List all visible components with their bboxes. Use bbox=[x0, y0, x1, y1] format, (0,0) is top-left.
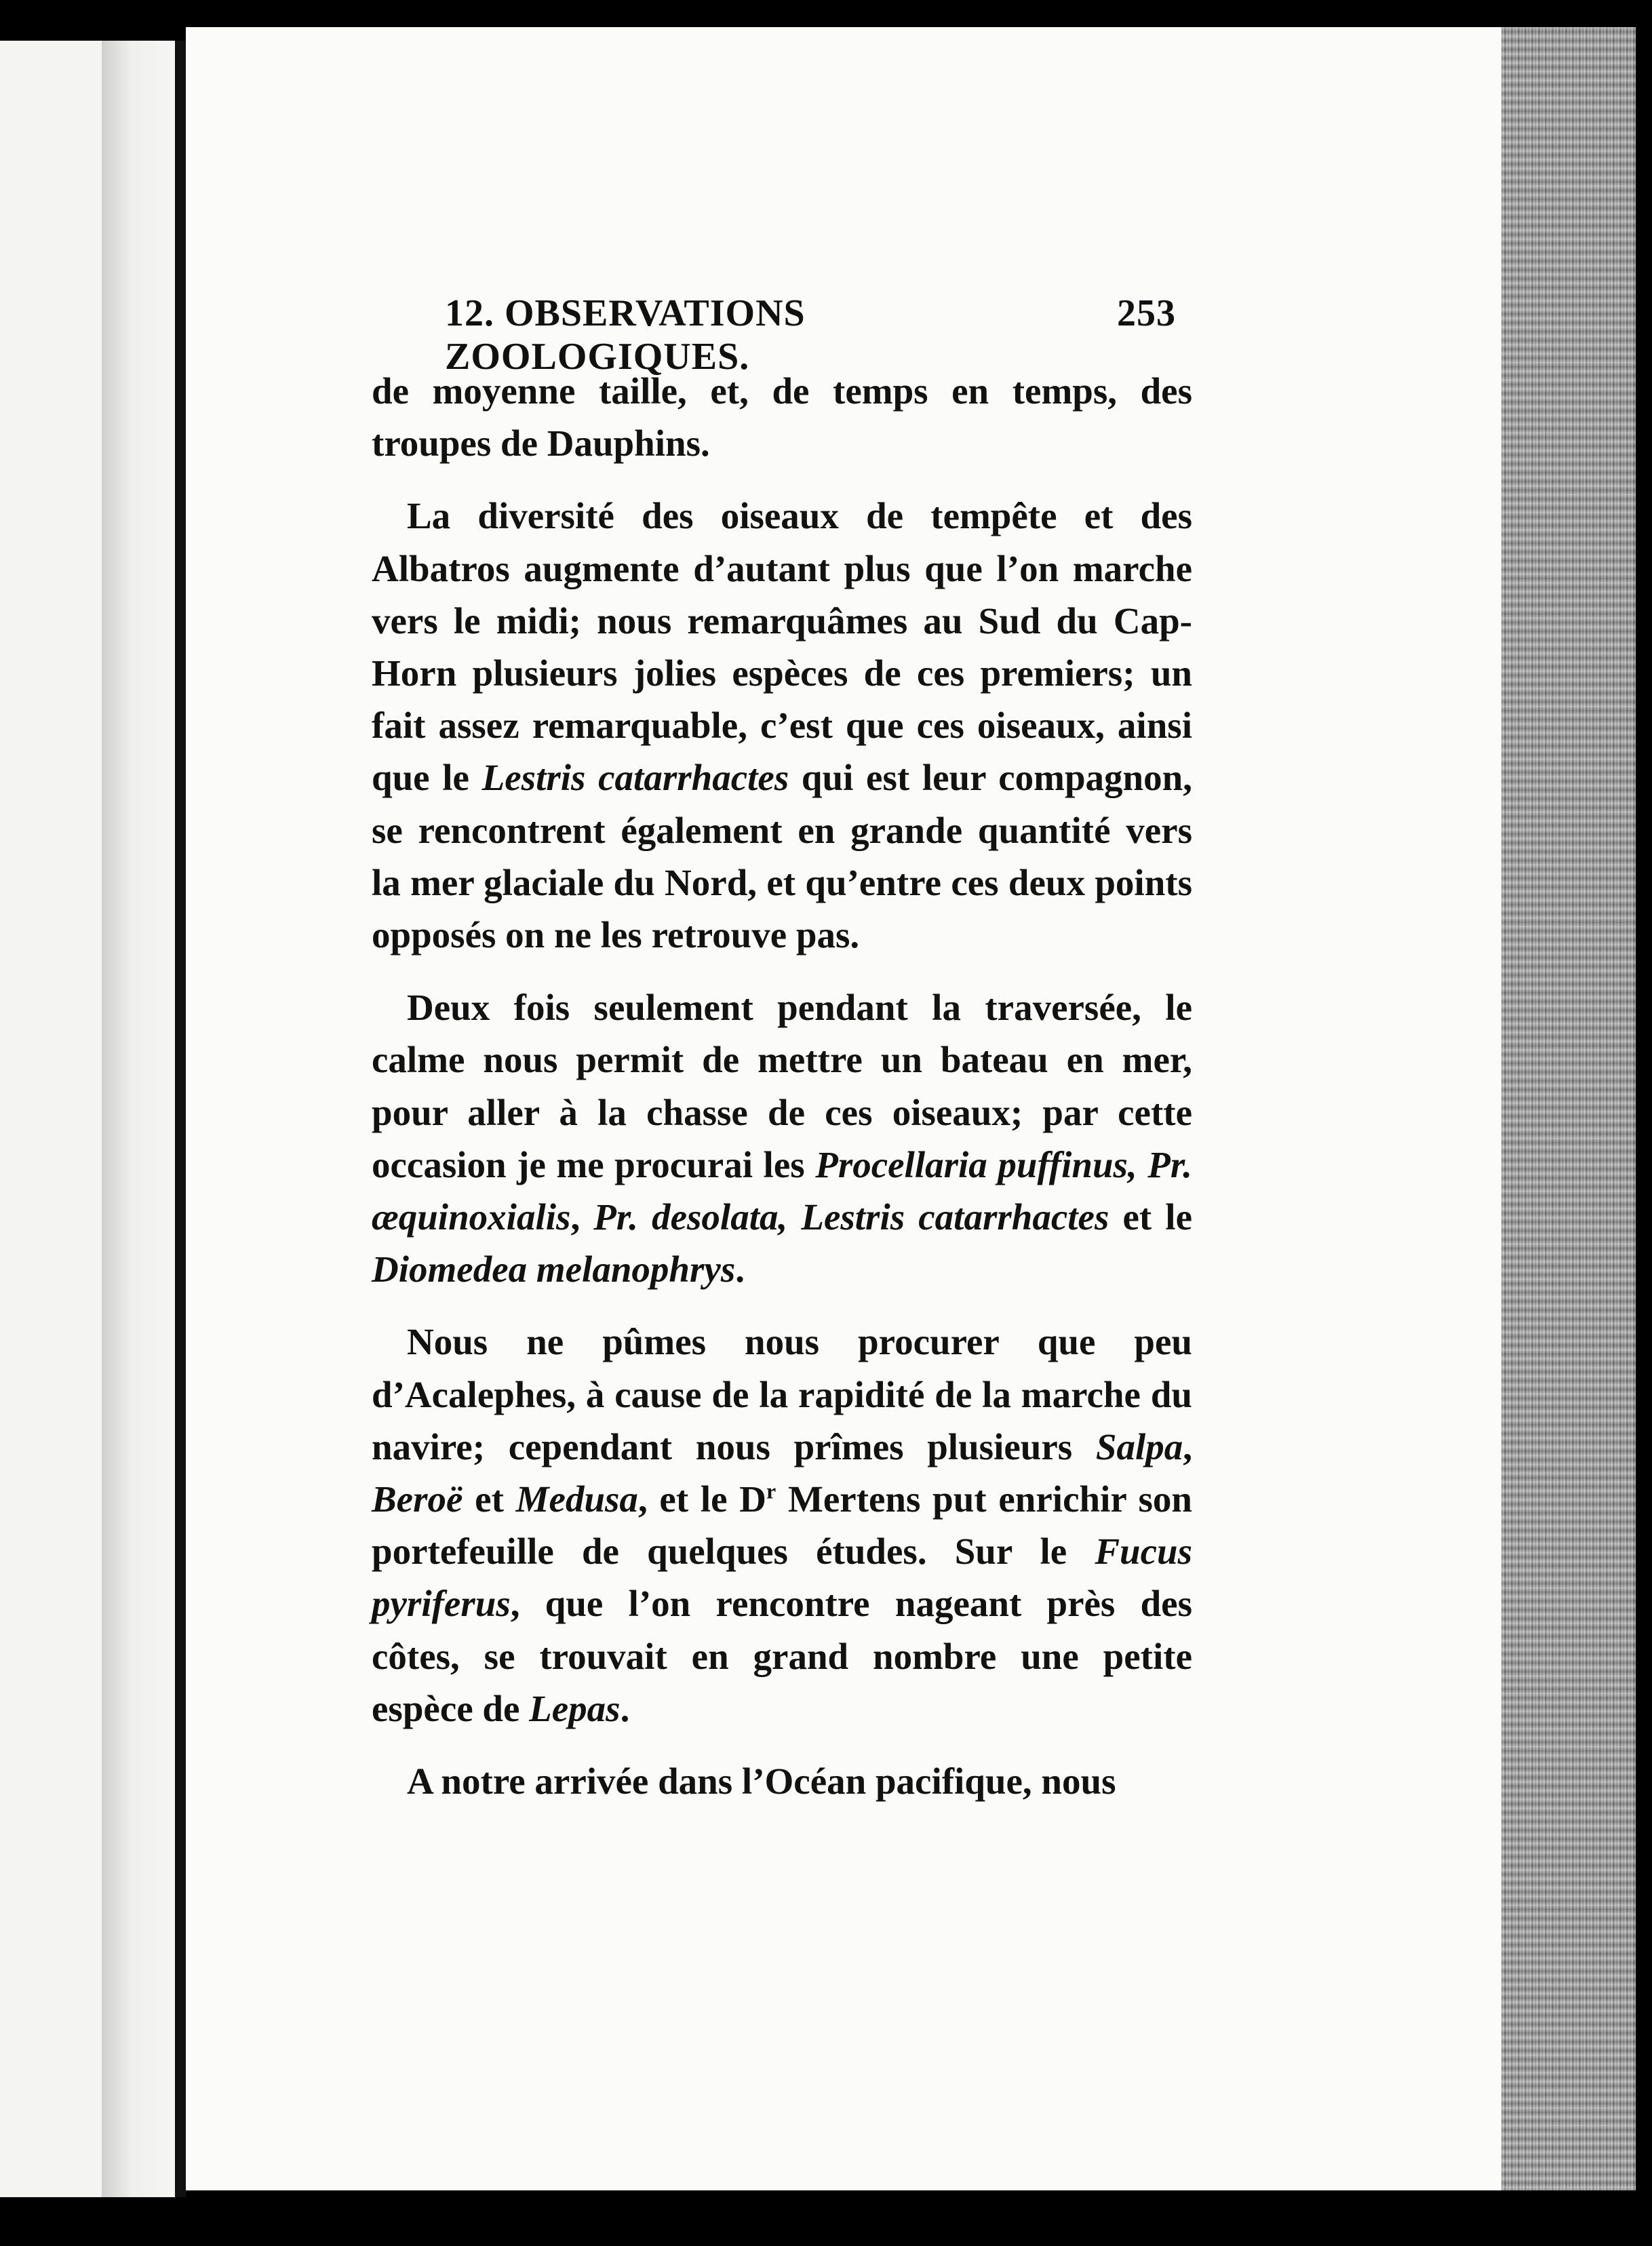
previous-page-shadow bbox=[102, 41, 175, 2197]
text-run: , bbox=[570, 1196, 594, 1238]
text-run: , et le D bbox=[637, 1478, 767, 1520]
italic-term: Salpa bbox=[1095, 1425, 1183, 1467]
fore-edge-texture bbox=[1501, 27, 1636, 2190]
italic-term: Fucus pyriferus bbox=[372, 1531, 1192, 1625]
text-run: La diversité des oiseaux de tempête et des Albatros augmente d’autant plus que l’on marche vers le midi; nous remarquâmes au Sud du Cap-Horn plusieurs jolies espèces de ces premiers; un fait assez remarquable, c’est que ces oiseaux, ainsi que le bbox=[372, 495, 1192, 799]
text-run: Mertens put enrichir son portefeuille de quelques études. Sur le bbox=[372, 1478, 1192, 1573]
text-run: Nous ne pûmes nous procurer que peu d’Acalephes, à cause de la rapidité de la marche du navire; cependant nous prîmes plusieurs bbox=[372, 1321, 1192, 1467]
running-head bbox=[445, 292, 1176, 378]
paragraph bbox=[372, 365, 1192, 469]
text-run: r bbox=[766, 1478, 776, 1503]
text-run: , bbox=[1183, 1425, 1192, 1467]
chapter-title: 12. OBSERVATIONS ZOOLOGIQUES. bbox=[445, 292, 806, 378]
paragraph bbox=[372, 490, 1192, 961]
paragraph bbox=[372, 981, 1192, 1295]
book-gutter bbox=[175, 41, 186, 2197]
body-text bbox=[372, 365, 1192, 1807]
text-run: qui est leur compagnon, se rencontrent également en grande quantité vers la mer glaciale du Nord, et qu’entre ces deux points opposés on ne les retrouve pas. bbox=[372, 757, 1192, 956]
text-run: de moyenne taille, et, de temps en temps, des troupes de Dauphins. bbox=[372, 370, 1192, 465]
text-run: et bbox=[463, 1478, 516, 1520]
italic-term: Diomedea melanophrys bbox=[372, 1248, 736, 1291]
italic-term: Lestris catarrhactes bbox=[481, 757, 789, 799]
paragraph bbox=[372, 1316, 1192, 1735]
text-run: et le bbox=[1109, 1196, 1192, 1238]
page-number: 253 bbox=[1117, 292, 1176, 334]
paragraph bbox=[372, 1755, 1192, 1807]
text-run: Deux fois seulement pendant la traversée, le calme nous permit de mettre un bateau en mer, pour aller à la chasse de ces oiseaux; par cette occasion je me procurai les bbox=[372, 987, 1192, 1185]
italic-term: Medusa bbox=[515, 1478, 638, 1520]
text-run: , que l’on rencontre nageant près des côtes, se trouvait en grand nombre une petite espèce de bbox=[372, 1583, 1192, 1729]
italic-term: Lepas bbox=[529, 1687, 621, 1729]
text-run: . bbox=[620, 1687, 630, 1729]
previous-page-edge bbox=[0, 41, 102, 2197]
italic-term: Pr. desolata, Lestris catarrhactes bbox=[593, 1196, 1109, 1238]
text-run: . bbox=[735, 1248, 745, 1291]
text-run: A notre arrivée dans l’Océan pacifique, nous bbox=[407, 1760, 1116, 1802]
italic-term: Beroë bbox=[372, 1478, 463, 1520]
italic-term: Procellaria puffinus, Pr. æquinoxialis bbox=[372, 1143, 1192, 1238]
